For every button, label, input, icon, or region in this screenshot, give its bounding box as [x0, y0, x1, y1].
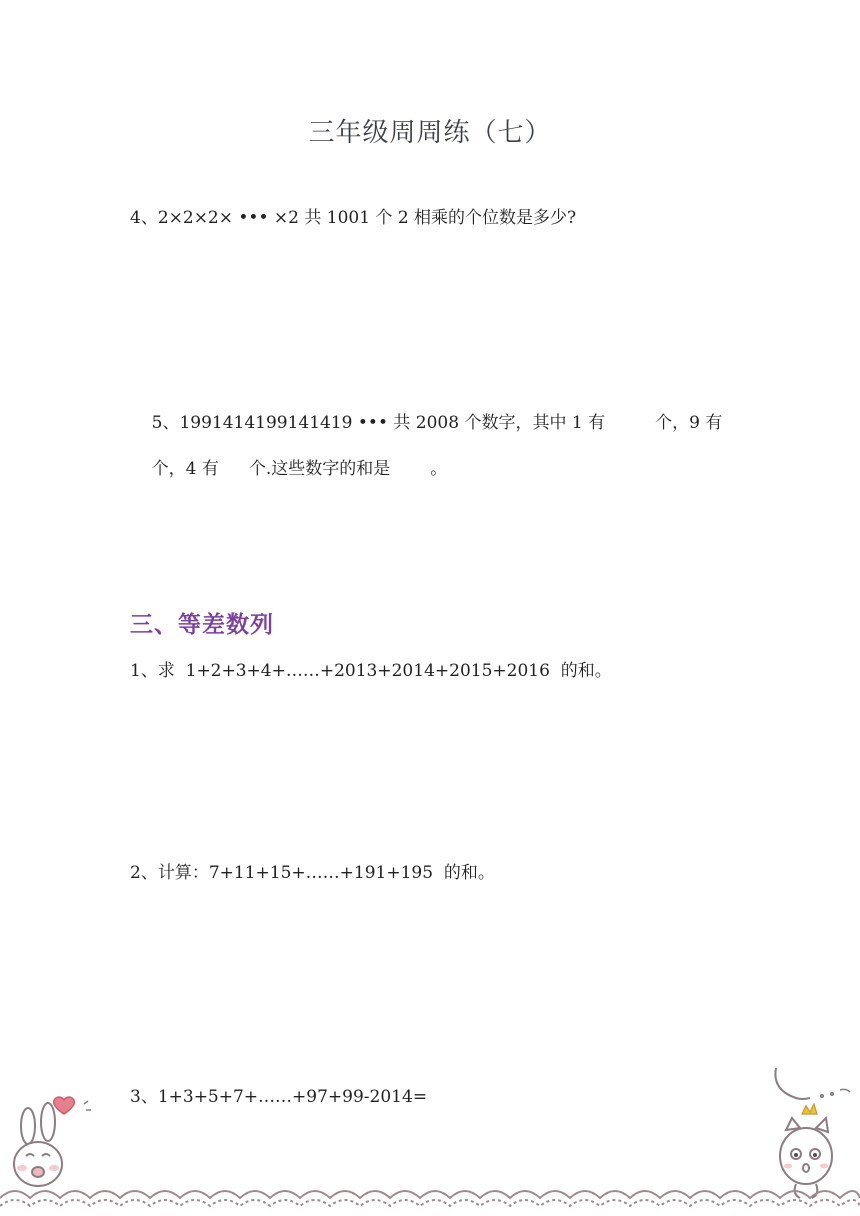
question-5-text-a: 5、1991414199141419 ••• 共 2008 个数字，其中 1 有 — [151, 413, 606, 433]
section-3-item-3: 3、1+3+5+7+……+97+99-2014= — [130, 1087, 428, 1107]
section-3-item-2: 2、计算：7+11+15+……+191+195 的和。 — [130, 863, 495, 883]
heart-icon — [54, 1097, 75, 1114]
question-5-text-b: 个，9 有 — [655, 413, 723, 433]
decorative-footer — [0, 1060, 860, 1216]
question-5-text-c: 个，4 有 — [151, 459, 219, 479]
question-4: 4、2×2×2× ••• ×2 共 1001 个 2 相乘的个位数是多少? — [130, 208, 577, 228]
question-5-text-d: 个.这些数字的和是 — [248, 459, 391, 479]
question-5-text-e: 。 — [430, 459, 448, 479]
bunny-illustration — [14, 1103, 62, 1186]
page-title: 三年级周周练（七） — [308, 118, 552, 148]
cat-illustration — [780, 1118, 832, 1198]
section-3-item-1: 1、求 1+2+3+4+……+2013+2014+2015+2016 的和。 — [130, 661, 612, 681]
scalloped-border — [0, 1191, 860, 1206]
crown-icon — [802, 1104, 817, 1114]
section-heading: 三、等差数列 — [130, 612, 274, 638]
